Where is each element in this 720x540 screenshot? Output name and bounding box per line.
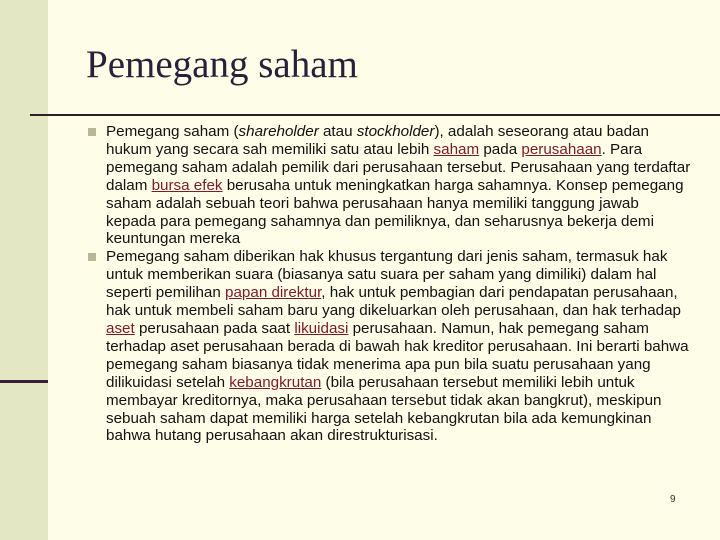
text-segment: . Para pemegang saham adalah pemilik dari perusahaan tersebut. Perusahaan yang terdaftar dalam (106, 140, 691, 194)
square-bullet-icon (88, 253, 96, 261)
text-segment: perusahaan pada saat (134, 319, 295, 337)
text-segment: (bila perusahaan tersebut memiliki lebih untuk membayar kreditornya, maka perusahaan tersebut tidak akan bangkrut), meskipun sebuah saham dapat memiliki harga setelah kebangkrutan bila ada kemungkinan bahwa hutang perusahaan akan direstrukturisasi. (106, 373, 662, 445)
link-saham[interactable]: saham (433, 140, 480, 158)
bullet-item (86, 123, 692, 248)
text-segment: ), adalah seseorang atau badan hukum yang secara sah memiliki satu atau lebih (106, 123, 649, 158)
link-aset[interactable]: aset (106, 319, 135, 337)
text-segment: Pemegang saham diberikan hak khusus tergantung dari jenis saham, termasuk hak untuk memberikan suara (biasanya satu suara per saham yang dimiliki) dalam hal seperti pemilihan (106, 248, 668, 302)
slide-content (86, 123, 692, 445)
title-rule (30, 114, 720, 116)
text-segment: , hak untuk pembagian dari pendapatan perusahaan, hak untuk membeli saham baru yang dikeluarkan oleh perusahaan, dan hak terhadap (106, 284, 681, 320)
link-kebangkrutan[interactable]: kebangkrutan (229, 373, 322, 391)
italic-term: shareholder (238, 123, 319, 140)
text-segment: pada (479, 140, 522, 158)
square-bullet-icon (88, 128, 96, 136)
page-number: 9 (670, 494, 676, 505)
link-perusahaan[interactable]: perusahaan (521, 140, 602, 158)
link-likuidasi[interactable]: likuidasi (294, 319, 349, 337)
slide-title: Pemegang saham (86, 43, 358, 86)
link-papan-direktur[interactable]: papan direktur (225, 284, 322, 302)
left-decorative-band (0, 0, 48, 540)
text-segment: perusahaan. Namun, hak pemegang saham terhadap aset perusahaan berada di bawah hak kreditor perusahaan. Ini berarti bahwa pemegang saham biasanya tidak menerima apa pun bila suatu perusahaan yang dilikuidasi setelah (106, 319, 689, 391)
bullet-item (86, 248, 692, 445)
text-segment: atau (318, 123, 357, 140)
text-segment: Pemegang saham ( (106, 123, 239, 140)
band-divider (0, 380, 48, 383)
text-segment: berusaha untuk meningkatkan harga sahamnya. Konsep pemegang saham adalah sebuah teori bahwa perusahaan hanya memiliki tanggung jawab kepada para pemegang sahamnya dan pemiliknya, dan seharusnya bekerja demi keuntungan mereka (106, 176, 684, 248)
italic-term: stockholder (356, 123, 435, 140)
link-bursa-efek[interactable]: bursa efek (151, 176, 223, 194)
